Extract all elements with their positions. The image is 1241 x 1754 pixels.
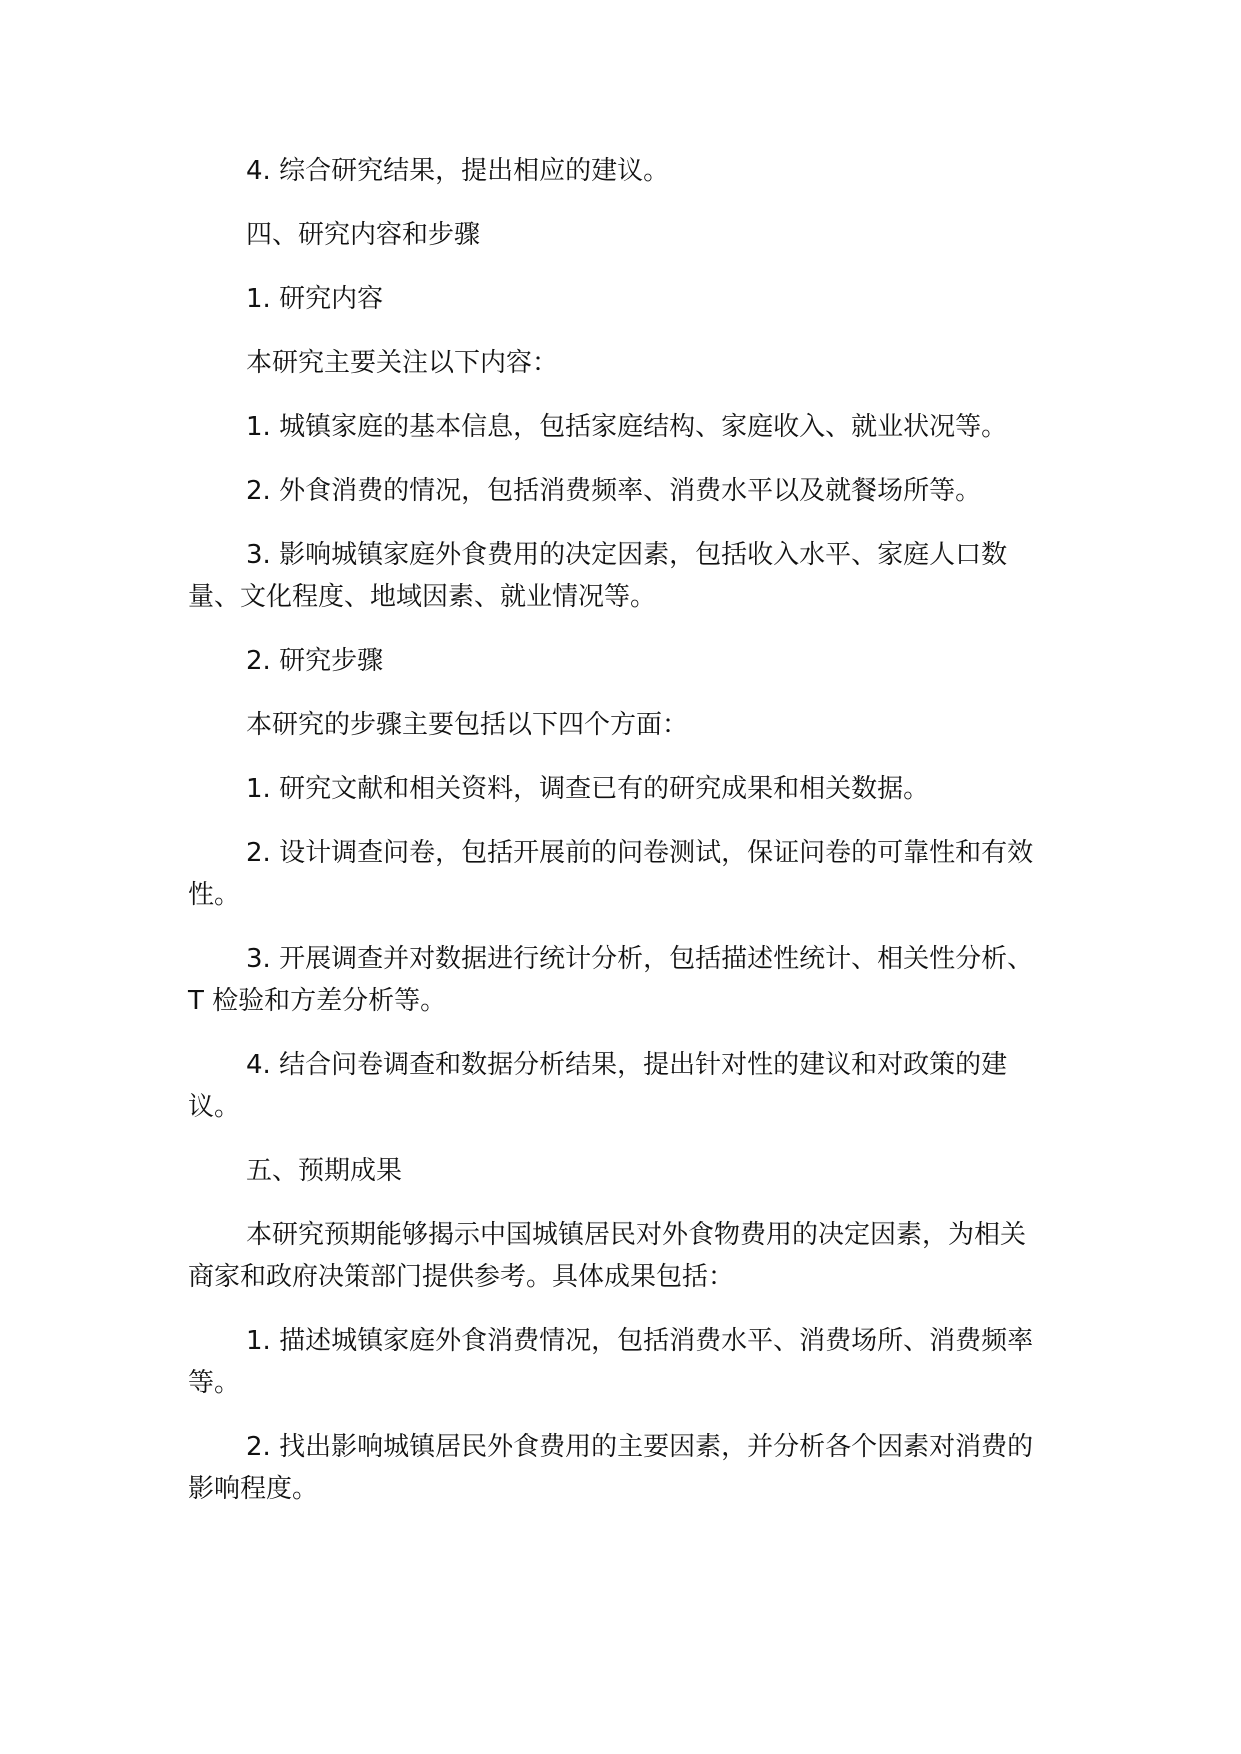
paragraph-steps-intro: 本研究的步骤主要包括以下四个方面： [246,710,689,740]
paragraph-focus-intro: 本研究主要关注以下内容： [246,348,559,378]
document-body [188,150,1048,1532]
section-heading-expected-results: 五、预期成果 [246,1156,403,1186]
list-item-eating-out: 2. 外食消费的情况，包括消费频率、消费水平以及就餐场所等。 [246,476,982,506]
subheading-research-content: 1. 研究内容 [246,284,384,314]
section-heading-content-steps: 四、研究内容和步骤 [246,220,481,250]
subheading-research-steps: 2. 研究步骤 [246,646,384,676]
paragraph-expected-results: 本研究预期能够揭示中国城镇居民对外食物费用的决定因素，为相关商家和政府决策部门提供参考。具体成果包括： [188,1220,1027,1292]
list-item-summary-advice: 4. 综合研究结果，提出相应的建议。 [246,156,670,186]
list-item-literature: 1. 研究文献和相关资料，调查已有的研究成果和相关数据。 [246,774,930,804]
list-item-questionnaire: 2. 设计调查问卷，包括开展前的问卷测试，保证问卷的可靠性和有效性。 [188,838,1034,910]
list-item-family-info: 1. 城镇家庭的基本信息，包括家庭结构、家庭收入、就业状况等。 [246,412,1008,442]
list-item-main-factors: 2. 找出影响城镇居民外食费用的主要因素，并分析各个因素对消费的影响程度。 [188,1432,1034,1504]
list-item-consumption-description: 1. 描述城镇家庭外食消费情况，包括消费水平、消费场所、消费频率等。 [188,1326,1034,1398]
list-item-analysis: 3. 开展调查并对数据进行统计分析，包括描述性统计、相关性分析、T 检验和方差分析等。 [188,944,1034,1016]
list-item-determinants: 3. 影响城镇家庭外食费用的决定因素，包括收入水平、家庭人口数量、文化程度、地域因素、就业情况等。 [188,540,1008,612]
list-item-recommendations: 4. 结合问卷调查和数据分析结果，提出针对性的建议和对政策的建议。 [188,1050,1008,1122]
